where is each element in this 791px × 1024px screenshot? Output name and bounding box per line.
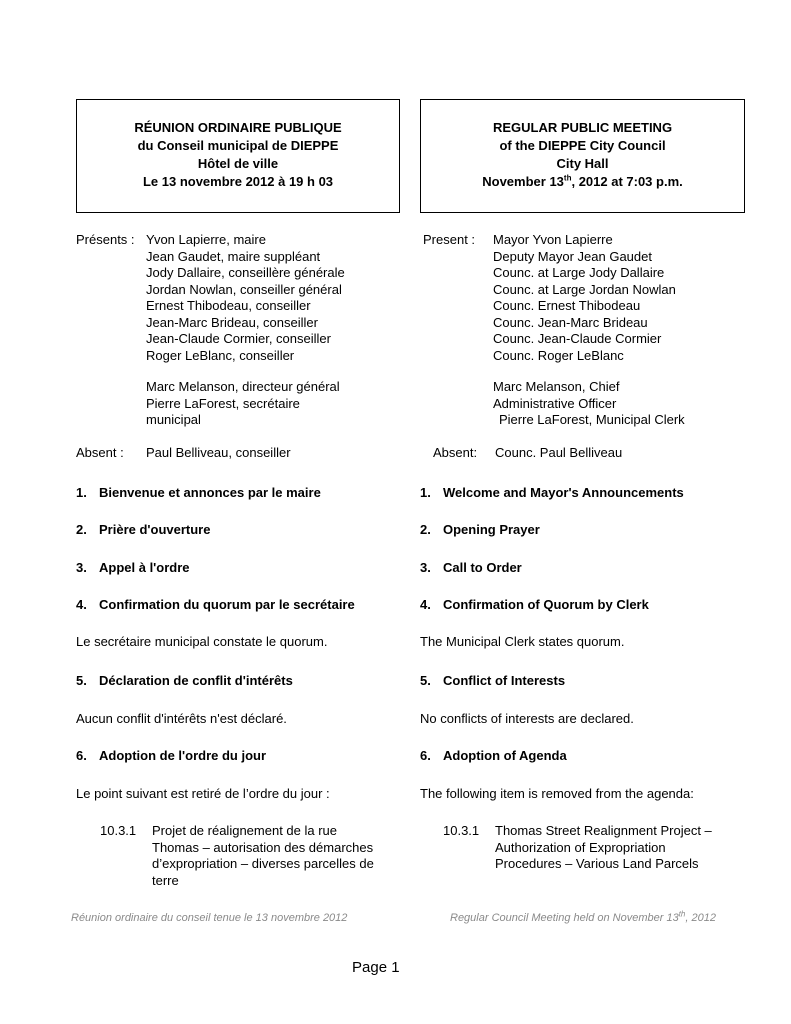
staff-en-1: Administrative Officer xyxy=(493,395,617,411)
present-en-4: Counc. Ernest Thibodeau xyxy=(493,298,641,313)
staff-en-2: Pierre LaForest, Municipal Clerk xyxy=(499,412,685,427)
header-fr-line3: Hôtel de ville xyxy=(197,156,279,171)
subitem-en-line-2: Procedures – Various Land Parcels xyxy=(495,856,699,871)
item-fr-5 xyxy=(76,673,293,690)
absent-en: Counc. Paul Belliveau xyxy=(495,445,623,460)
quorum-en: The Municipal Clerk states quorum. xyxy=(420,634,625,649)
item-en-1-num: 1. xyxy=(420,485,431,500)
item-fr-6-title: Adoption de l'ordre du jour xyxy=(99,748,267,763)
item-fr-5-title: Déclaration de conflit d'intérêts xyxy=(99,673,293,688)
present-label-en: Present : xyxy=(423,232,476,247)
header-en-date: November 13 xyxy=(482,174,564,189)
footer-en-year: , 2012 xyxy=(685,912,716,924)
absent-label-en: Absent: xyxy=(433,445,478,460)
item-fr-1-num: 1. xyxy=(76,485,87,500)
present-fr-7: Roger LeBlanc, conseiller xyxy=(146,347,295,363)
present-fr-1: Jean Gaudet, maire suppléant xyxy=(146,248,321,264)
item-en-2-num: 2. xyxy=(420,522,431,537)
subitem-en xyxy=(495,823,712,873)
item-fr-5-num: 5. xyxy=(76,673,87,688)
item-en-4-title: Confirmation of Quorum by Clerk xyxy=(443,597,649,612)
footer-fr: Réunion ordinaire du conseil tenue le 13 novembre 2012 xyxy=(71,912,348,924)
present-en-3: Counc. at Large Jordan Nowlan xyxy=(493,281,676,297)
item-fr-4 xyxy=(76,597,355,614)
item-en-6-num: 6. xyxy=(420,748,431,763)
item-fr-6 xyxy=(76,748,266,765)
conflicts-en: No conflicts of interests are declared. xyxy=(420,711,634,726)
present-fr-6: Jean-Claude Cormier, conseiller xyxy=(146,331,331,346)
item-en-4-num: 4. xyxy=(420,597,431,612)
present-en-1: Deputy Mayor Jean Gaudet xyxy=(493,248,652,264)
item-en-2 xyxy=(420,522,540,539)
present-en-0: Mayor Yvon Lapierre xyxy=(493,232,613,247)
staff-fr-1: Pierre LaForest, secrétaire xyxy=(146,395,300,411)
present-list-en xyxy=(493,232,676,364)
header-box-fr xyxy=(76,99,400,213)
footer-en xyxy=(450,909,716,924)
item-fr-2-num: 2. xyxy=(76,522,87,537)
removed-intro-en: The following item is removed from the agenda: xyxy=(420,786,694,801)
item-en-3-num: 3. xyxy=(420,560,431,575)
present-fr-4: Ernest Thibodeau, conseiller xyxy=(146,298,311,313)
subitem-fr-line-3: terre xyxy=(152,872,179,888)
item-en-4 xyxy=(420,597,649,614)
header-fr-line1: RÉUNION ORDINAIRE PUBLIQUE xyxy=(134,120,342,135)
subitem-fr xyxy=(152,823,374,889)
subitem-fr-line-2: d’expropriation – diverses parcelles de xyxy=(152,856,374,871)
subitem-fr-line-0: Projet de réalignement de la rue xyxy=(152,823,338,838)
item-en-6 xyxy=(420,748,567,765)
item-fr-1-title: Bienvenue et annonces par le maire xyxy=(99,485,321,500)
item-fr-4-title: Confirmation du quorum par le secrétaire xyxy=(99,597,355,612)
item-en-5-title: Conflict of Interests xyxy=(443,673,566,688)
header-en-time: , 2012 at 7:03 p.m. xyxy=(571,174,683,189)
item-en-3-title: Call to Order xyxy=(443,560,522,575)
item-fr-2 xyxy=(76,522,210,539)
header-box-en xyxy=(420,99,745,213)
item-en-5-num: 5. xyxy=(420,673,431,688)
present-fr-5: Jean-Marc Brideau, conseiller xyxy=(146,314,318,330)
header-en-line4 xyxy=(421,173,744,191)
item-en-3 xyxy=(420,560,522,577)
header-en-date-suffix: th xyxy=(563,173,572,183)
item-en-5 xyxy=(420,673,565,690)
item-en-2-title: Opening Prayer xyxy=(443,522,540,537)
quorum-fr: Le secrétaire municipal constate le quorum. xyxy=(76,634,328,649)
present-fr-3: Jordan Nowlan, conseiller général xyxy=(146,281,342,297)
header-fr-line4: Le 13 novembre 2012 à 19 h 03 xyxy=(142,174,334,189)
footer-en-suffix: th xyxy=(678,909,686,919)
header-en-line1: REGULAR PUBLIC MEETING xyxy=(492,120,673,135)
staff-fr-0: Marc Melanson, directeur général xyxy=(146,379,340,394)
item-fr-3-num: 3. xyxy=(76,560,87,575)
item-en-1 xyxy=(420,485,684,502)
present-fr-0: Yvon Lapierre, maire xyxy=(146,232,266,247)
item-fr-6-num: 6. xyxy=(76,748,87,763)
present-en-6: Counc. Jean-Claude Cormier xyxy=(493,331,662,346)
item-fr-3 xyxy=(76,560,190,577)
item-en-6-title: Adoption of Agenda xyxy=(443,748,567,763)
absent-fr: Paul Belliveau, conseiller xyxy=(146,445,291,460)
header-en-line2: of the DIEPPE City Council xyxy=(499,138,666,153)
subitem-num-fr: 10.3.1 xyxy=(100,823,137,838)
present-en-5: Counc. Jean-Marc Brideau xyxy=(493,314,648,330)
present-fr-2: Jody Dallaire, conseillère générale xyxy=(146,265,345,280)
staff-en-0: Marc Melanson, Chief xyxy=(493,379,620,394)
item-en-1-title: Welcome and Mayor's Announcements xyxy=(443,485,684,500)
staff-list-en xyxy=(493,379,685,429)
item-fr-2-title: Prière d'ouverture xyxy=(99,522,211,537)
subitem-fr-line-1: Thomas – autorisation des démarches xyxy=(152,839,374,855)
item-fr-4-num: 4. xyxy=(76,597,87,612)
absent-label-fr: Absent : xyxy=(76,445,124,460)
present-label-fr: Présents : xyxy=(76,232,135,247)
item-fr-3-title: Appel à l'ordre xyxy=(99,560,190,575)
staff-fr-2: municipal xyxy=(146,412,201,427)
conflicts-fr: Aucun conflit d'intérêts n'est déclaré. xyxy=(76,711,287,726)
subitem-en-line-1: Authorization of Expropriation xyxy=(495,839,666,855)
page-number: Page 1 xyxy=(352,959,400,976)
item-fr-1 xyxy=(76,485,321,502)
present-en-2: Counc. at Large Jody Dallaire xyxy=(493,265,665,280)
removed-intro-fr: Le point suivant est retiré de l’ordre du jour : xyxy=(76,786,330,801)
staff-list-fr xyxy=(146,379,340,429)
subitem-num-en: 10.3.1 xyxy=(443,823,480,838)
header-fr-line2: du Conseil municipal de DIEPPE xyxy=(137,138,339,153)
present-en-7: Counc. Roger LeBlanc xyxy=(493,347,624,363)
header-en-line3: City Hall xyxy=(556,156,609,171)
present-list-fr xyxy=(146,232,345,364)
subitem-en-line-0: Thomas Street Realignment Project – xyxy=(495,823,712,838)
footer-en-text: Regular Council Meeting held on November 13 xyxy=(450,912,679,924)
